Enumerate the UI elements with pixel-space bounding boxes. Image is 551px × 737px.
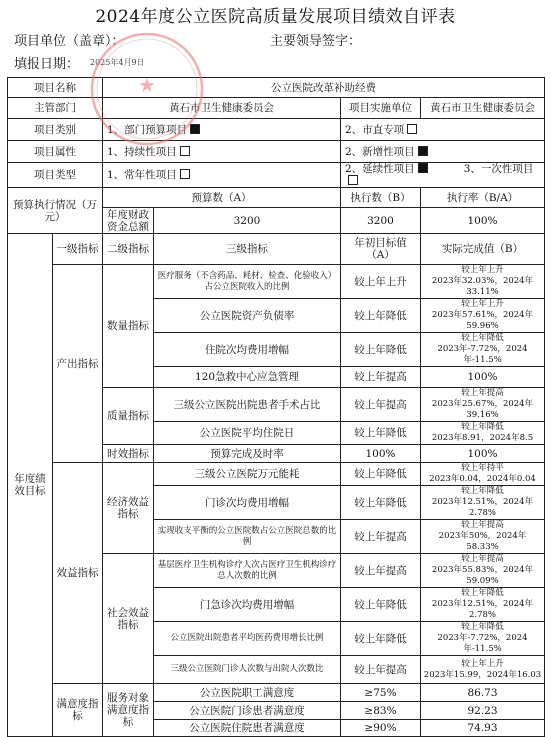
social-indicator-label: 社会效益指标 <box>103 554 154 684</box>
indicator-target: ≥90% <box>341 720 421 737</box>
property-opt1-checkbox <box>180 146 190 156</box>
indicator-target: 较上年降低 <box>341 588 421 622</box>
indicator-target: 较上年降低 <box>341 486 421 520</box>
budget-value: 3200 <box>154 208 341 234</box>
indicator-target: 较上年提高 <box>341 520 421 554</box>
actual-summary: 较上年提高 <box>461 554 504 564</box>
budget-col-3: 执行率（B/A） <box>421 188 545 208</box>
actual-summary: 较上年降低 <box>461 422 504 432</box>
indicator-name: 三级公立医院万元能耗 <box>154 463 341 486</box>
indicator-name: 公立医院住院患者满意度 <box>154 720 341 737</box>
indicator-target: 较上年降低 <box>341 622 421 656</box>
quantity-indicator-label: 数量指标 <box>103 265 154 388</box>
actual-summary: 较上年降低 <box>461 622 504 632</box>
row-property <box>8 141 545 163</box>
exec-value: 3200 <box>341 208 421 234</box>
type-option-1: 1、常年性项目 <box>103 163 341 188</box>
timeliness-indicator-label: 时效指标 <box>103 445 154 463</box>
indicator-actual <box>421 520 545 554</box>
indicator-actual <box>421 622 545 656</box>
indicator-name: 门诊次均费用增幅 <box>154 486 341 520</box>
actual-detail: 2023年-7.72%，2024年-11.5% <box>437 344 528 365</box>
output-indicator-label: 产出指标 <box>53 265 103 463</box>
actual-detail: 2023年57.61%，2024年59.96% <box>431 310 534 331</box>
indicator-target: 较上年提高 <box>341 388 421 422</box>
quality-indicator-label: 质量指标 <box>103 388 154 445</box>
indicator-name: 医疗服务（不含药品、耗材、检查、化验收入）占公立医院收入的比例 <box>154 265 341 299</box>
project-name-label: 项目名称 <box>8 78 103 98</box>
indicator-actual <box>421 486 545 520</box>
row-budget-header <box>8 188 545 208</box>
dept-value: 黄石市卫生健康委员会 <box>103 98 341 119</box>
satisfaction-indicator-label: 满意度指标 <box>53 684 103 737</box>
property-option-2: 2、新增性项目 <box>341 141 545 163</box>
indicator-actual: 86.73 <box>421 684 545 702</box>
actual-detail: 2023年55.83%，2024年59.09% <box>431 565 534 586</box>
form-title: 2024年度公立医院高质量发展项目绩效自评表 <box>95 7 456 27</box>
economic-indicator-label: 经济效益指标 <box>103 463 154 554</box>
actual-summary: 较上年提高 <box>461 520 504 530</box>
indicator-name: 公立医院职工满意度 <box>154 684 341 702</box>
category-opt2-checkbox <box>407 124 417 134</box>
actual-detail: 2023年12.51%，2024年2.78% <box>431 497 534 518</box>
annual-goal-label: 年度绩效目标 <box>8 234 53 737</box>
col-target: 年初目标值（A） <box>341 234 421 265</box>
type-opt1-checkbox <box>180 169 190 179</box>
actual-detail: 2023年12.51%，2024年2.78% <box>431 599 534 620</box>
actual-summary: 较上年持平 <box>461 463 504 473</box>
actual-summary: 较上年上升 <box>461 658 504 669</box>
indicator-actual <box>421 388 545 422</box>
indicator-name: 三级公立医院门诊人次数与出院人次数比 <box>154 656 341 684</box>
indicator-target: 较上年提高 <box>341 554 421 588</box>
category-option-1: 1、部门预算项目 <box>103 119 341 141</box>
indicator-actual <box>421 656 545 684</box>
indicator-name: 公立医院门诊患者满意度 <box>154 702 341 720</box>
indicator-target: ≥83% <box>341 702 421 720</box>
indicator-actual <box>421 463 545 486</box>
indicator-name: 实现收支平衡的公立医院数占公立医院总数的比例 <box>154 520 341 554</box>
budget-label: 预算执行情况（万元） <box>8 188 103 234</box>
actual-detail: 2023年50%，2024年58.33% <box>438 531 527 552</box>
indicator-target: 较上年提高 <box>341 367 421 388</box>
actual-summary: 较上年降低 <box>461 588 504 598</box>
col-level1: 一级指标 <box>53 234 103 265</box>
row-category <box>8 119 545 141</box>
type-opt3-checkbox <box>348 175 358 185</box>
actual-summary: 较上年降低 <box>461 486 504 496</box>
indicator-actual: 100% <box>421 367 545 388</box>
category-label: 项目类别 <box>8 119 103 141</box>
indicator-name: 门急诊次均费用增幅 <box>154 588 341 622</box>
date-label: 填报日期： <box>14 57 80 72</box>
indicator-actual: 100% <box>421 445 545 463</box>
indicator-target: 较上年降低 <box>341 299 421 333</box>
property-option-1: 1、持续性项目 <box>103 141 341 163</box>
category-option-2: 2、市直专项 <box>341 119 545 141</box>
actual-summary: 较上年降低 <box>461 333 504 343</box>
indicator-target: 较上年上升 <box>341 265 421 299</box>
col-actual: 实际完成值（B） <box>421 234 545 265</box>
type-label: 项目类型 <box>8 163 103 188</box>
benefit-indicator-label: 效益指标 <box>53 463 103 684</box>
indicator-name: 预算完成及时率 <box>154 445 341 463</box>
impl-value: 黄石市卫生健康委员会 <box>421 98 545 119</box>
rate-value: 100% <box>421 208 545 234</box>
actual-detail: 2023年8.91，2024年8.5 <box>431 433 534 443</box>
indicator-name: 住院次均费用增幅 <box>154 333 341 367</box>
category-opt1-checkbox <box>190 124 200 134</box>
indicator-actual <box>421 588 545 622</box>
indicator-name: 公立医院出院患者平均医药费用增长比例 <box>154 622 341 656</box>
indicator-row <box>8 463 545 486</box>
row-department <box>8 98 545 119</box>
type-options-2-3: 2、延续性项目 3、一次性项目 <box>341 163 545 188</box>
actual-detail: 2023年15.99，2024年16.03 <box>423 669 542 680</box>
actual-detail: 2023年32.03%，2024年33.11% <box>431 276 534 297</box>
indicator-target: 100% <box>341 445 421 463</box>
indicator-name: 120急救中心应急管理 <box>154 367 341 388</box>
budget-col-1: 预算数（A） <box>103 188 341 208</box>
actual-detail: 2023年-7.72%，2024年-11.5% <box>437 633 528 654</box>
actual-summary: 较上年上升 <box>461 299 504 309</box>
evaluation-table <box>7 77 545 737</box>
col-level2: 二级指标 <box>103 234 154 265</box>
property-opt2-checkbox <box>418 146 428 156</box>
dept-label: 主管部门 <box>8 98 103 119</box>
indicator-actual <box>421 422 545 445</box>
service-satisfaction-label: 服务对象满意度指标 <box>103 684 154 737</box>
indicator-target: 较上年降低 <box>341 463 421 486</box>
leader-label: 主要领导签字： <box>270 34 362 49</box>
unit-label: 项目单位（盖章）： <box>14 34 125 49</box>
property-label: 项目属性 <box>8 141 103 163</box>
type-opt2-checkbox <box>418 163 428 173</box>
indicator-target: 较上年降低 <box>341 422 421 445</box>
indicator-name: 基层医疗卫生机构诊疗人次占医疗卫生机构诊疗总人次数的比例 <box>154 554 341 588</box>
indicator-row <box>8 684 545 702</box>
indicator-target: 较上年降低 <box>341 333 421 367</box>
indicator-target: 较上年提高 <box>341 656 421 684</box>
indicator-name: 三级公立医院出院患者手术占比 <box>154 388 341 422</box>
actual-summary: 较上年上升 <box>461 265 504 275</box>
budget-row-label: 年度财政资金总额 <box>103 208 154 234</box>
indicator-actual <box>421 554 545 588</box>
indicator-actual <box>421 299 545 333</box>
fill-date: 2025年4月9日 <box>90 58 145 67</box>
row-type <box>8 163 545 188</box>
indicator-actual <box>421 265 545 299</box>
actual-detail: 2023年25.67%，2024年39.16% <box>431 399 534 420</box>
indicator-name: 公立医院资产负债率 <box>154 299 341 333</box>
indicator-actual <box>421 333 545 367</box>
row-project-name <box>8 78 545 98</box>
actual-summary: 较上年提高 <box>461 388 504 398</box>
indicator-actual: 74.93 <box>421 720 545 737</box>
col-level3: 三级指标 <box>154 234 341 265</box>
project-name-value: 公立医院改革补助经费 <box>103 78 545 98</box>
budget-col-2: 执行数（B） <box>341 188 421 208</box>
actual-detail: 2023年0.04，2024年0.04 <box>429 474 536 484</box>
svg-text:★: ★ <box>138 73 156 97</box>
impl-label: 项目实施单位 <box>341 98 421 119</box>
row-indicator-header <box>8 234 545 265</box>
indicator-actual: 92.23 <box>421 702 545 720</box>
indicator-name: 公立医院平均住院日 <box>154 422 341 445</box>
indicator-row <box>8 265 545 299</box>
indicator-target: ≥75% <box>341 684 421 702</box>
